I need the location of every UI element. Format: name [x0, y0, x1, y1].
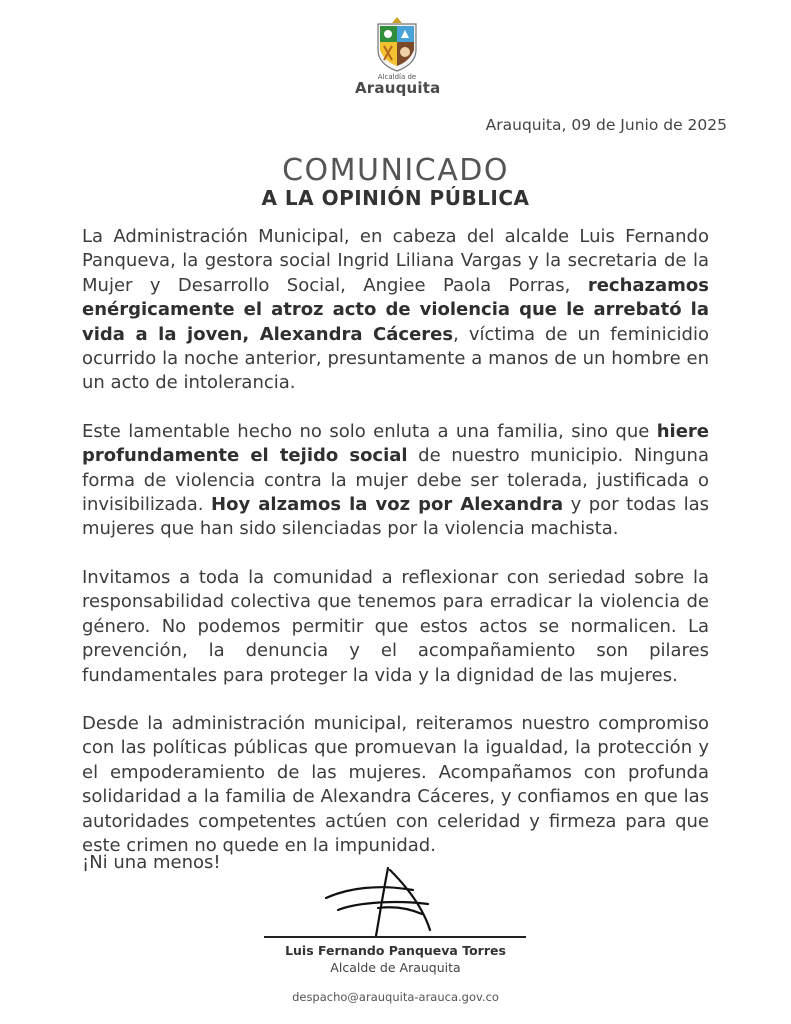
paragraph-2-bold-2: Hoy alzamos la voz por Alexandra: [211, 494, 564, 516]
paragraph-2-bold-1: hiere profundamente el tejido social: [82, 420, 709, 467]
closing-line: ¡Ni una menos!: [82, 852, 221, 873]
title-subtitle: A LA OPINIÓN PÚBLICA: [261, 186, 530, 210]
handwritten-signature: [318, 858, 448, 938]
paragraph-4: Desde la administración municipal, reiteramos nuestro compromiso con las políticas públicas que promuevan la igualdad, la protección y el empoderamiento de las mujeres. Acompañamos con profunda solidaridad a la familia de Alexandra Cáceres, y confiamos en que las autoridades competentes actúen con celeridad y firmeza para que este crimen no quede en la impunidad.: [82, 712, 709, 856]
paragraph-1-text-c: , víctima de un feminicidio ocurrido la noche anterior, presuntamente a manos de un hombre en un acto de intolerancia.: [82, 323, 710, 394]
paragraph-1-text-a: La Administración Municipal, en cabeza del alcalde Luis Fernando Panqueva, la gestora social Ingrid Liliana Vargas y la secretaria de la Mujer y Desarrollo Social, Angiee Paola Porras,: [82, 226, 709, 296]
logo-name: Arauquita: [355, 79, 441, 97]
paragraph-1-bold: rechazamos enérgicamente el atroz acto de violencia que le arrebató la vida a la joven, Alexandra Cáceres: [82, 274, 709, 345]
signature-line: [264, 936, 526, 938]
paragraph-2: [82, 420, 709, 542]
paragraph-2-text-c: de nuestro municipio. Ninguna forma de violencia contra la mujer debe ser tolerada, justificada o invisibilizada.: [82, 445, 709, 516]
paragraph-2-text-a: Este lamentable hecho no solo enluta a una familia, sino que: [82, 420, 657, 442]
signer-name: Luis Fernando Panqueva Torres: [285, 943, 506, 958]
paragraph-3: Invitamos a toda la comunidad a reflexionar con seriedad sobre la responsabilidad colectiva que tenemos para erradicar la violencia de género. No podemos permitir que estos actos se normalicen. La prevención, la denuncia y el acompañamiento son pilares fundamentales para proteger la vida y la dignidad de las mujeres.: [82, 566, 709, 686]
footer-email: despacho@arauquita-arauca.gov.co: [292, 990, 499, 1004]
logo-caption: Alcaldía de: [377, 73, 417, 81]
municipal-logo: [355, 16, 439, 100]
title-comunicado: COMUNICADO: [282, 153, 509, 188]
document-date: Arauquita, 09 de Junio de 2025: [485, 116, 727, 134]
paragraph-2-text-e: y por todas las mujeres que han sido silenciadas por la violencia machista.: [82, 494, 709, 540]
coat-of-arms-icon: [374, 16, 420, 72]
paragraph-1: [82, 225, 709, 396]
document-body: [82, 225, 709, 882]
signer-title: Alcalde de Arauquita: [330, 960, 461, 975]
